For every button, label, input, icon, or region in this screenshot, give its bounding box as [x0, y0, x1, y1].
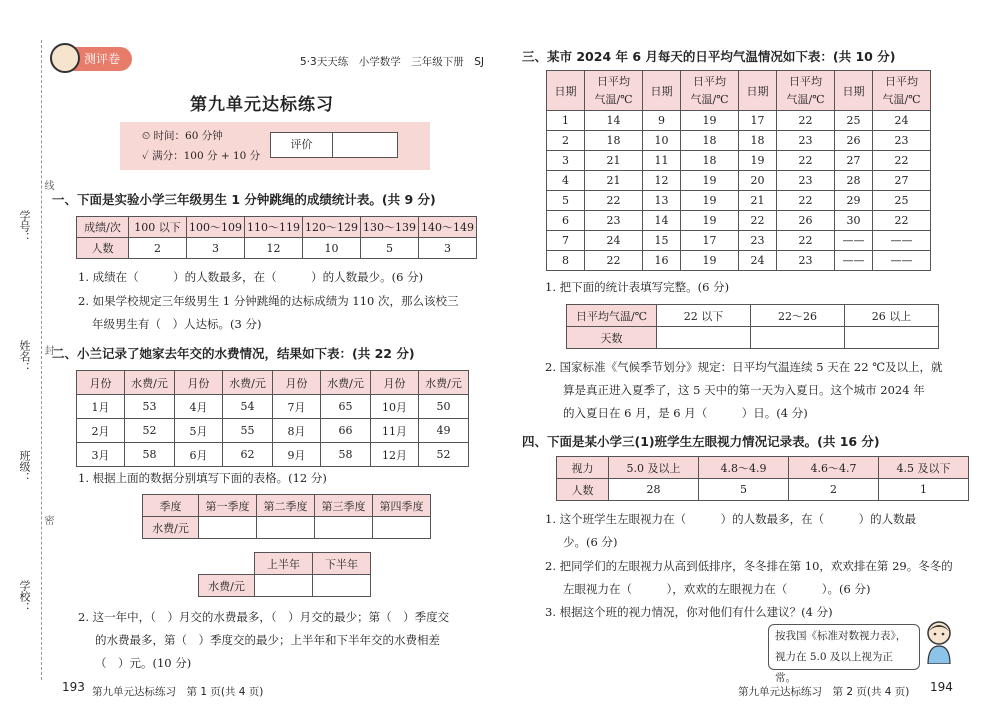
answer-cell[interactable] — [657, 327, 751, 349]
table-row — [77, 395, 469, 419]
table-cell: —— — [873, 231, 931, 251]
table-cell: 11月 — [371, 419, 419, 443]
table-cell: 14 — [643, 211, 681, 231]
table-cell: 21 — [585, 151, 643, 171]
table-cell: 26 以上 — [845, 305, 939, 327]
s1-question-1: 1. 成绩在（ ）的人数最多，在（ ）的人数最少。(6 分) — [78, 270, 424, 284]
table-cell: 23 — [777, 171, 835, 191]
answer-cell[interactable] — [751, 327, 845, 349]
score-info — [142, 148, 260, 163]
table-row — [547, 231, 931, 251]
table-cell: 8 — [547, 251, 585, 271]
table-cell: 5 — [699, 479, 789, 501]
table-row — [557, 479, 969, 501]
table-row — [547, 151, 931, 171]
table-cell: 27 — [835, 151, 873, 171]
mascot-icon — [50, 43, 80, 73]
table-row — [143, 517, 431, 539]
temp-header-line2: 气温/℃ — [786, 92, 825, 106]
table-cell: 2月 — [77, 419, 125, 443]
table-cell: 4月 — [175, 395, 223, 419]
table-cell: 4.5 及以下 — [879, 457, 969, 479]
student-id-label: 学号： — [18, 210, 31, 243]
table-cell: 2 — [129, 238, 187, 259]
table-cell: 22 — [777, 151, 835, 171]
page-number-right: 194 — [930, 680, 953, 694]
table-cell: 22 — [873, 211, 931, 231]
table-cell: 13 — [643, 191, 681, 211]
table-cell: 58 — [321, 443, 371, 467]
table-cell: 18 — [681, 151, 739, 171]
table-cell: 10 — [303, 238, 361, 259]
table-cell: 日期 — [643, 71, 681, 111]
table-cell: —— — [835, 251, 873, 271]
answer-cell[interactable] — [315, 517, 373, 539]
table-cell: 49 — [419, 419, 469, 443]
table-cell: 62 — [223, 443, 273, 467]
table-cell: 4 — [547, 171, 585, 191]
table-cell: 9月 — [273, 443, 321, 467]
table-cell: 21 — [585, 171, 643, 191]
s1-question-2a: 2. 如果学校规定三年级男生 1 分钟跳绳的达标成绩为 110 次，那么该校三 — [78, 294, 459, 308]
s2-question-2a: 2. 这一年中，（ ）月交的水费最多，（ ）月交的最少；第（ ）季度交 — [78, 610, 450, 624]
table-row — [77, 371, 469, 395]
table-cell: 55 — [223, 419, 273, 443]
table-cell: 7月 — [273, 395, 321, 419]
table-cell: 100～109 — [187, 217, 245, 238]
s4-question-1b: 少。(6 分) — [563, 535, 618, 549]
table-cell: 16 — [643, 251, 681, 271]
table-cell: 4.8～4.9 — [699, 457, 789, 479]
table-cell: 26 — [777, 211, 835, 231]
page-title: 第九单元达标练习 — [190, 95, 334, 115]
temp-header-line1: 日平均 — [597, 74, 630, 88]
section-4-title: 四、下面是某小学三(1)班学生左眼视力情况记录表。(共 16 分) — [522, 434, 880, 449]
table-cell: 19 — [681, 171, 739, 191]
table-cell: 5 — [547, 191, 585, 211]
table-cell: 季度 — [143, 495, 199, 517]
s4-question-3: 3. 根据这个班的视力情况，你对他们有什么建议？(4 分) — [545, 605, 833, 619]
table-cell: 3 — [187, 238, 245, 259]
temp-header-line1: 日平均 — [693, 74, 726, 88]
table-cell: 30 — [835, 211, 873, 231]
table-cell: 22 — [873, 151, 931, 171]
answer-cell[interactable] — [255, 575, 313, 597]
table-cell: 日平均气温/℃ — [567, 305, 657, 327]
table-cell: —— — [835, 231, 873, 251]
table-cell: 水费/元 — [419, 371, 469, 395]
table-cell: 22～26 — [751, 305, 845, 327]
table-cell: 17 — [681, 231, 739, 251]
table-cell: 5月 — [175, 419, 223, 443]
table-cell: 第四季度 — [373, 495, 431, 517]
table-cell: 18 — [739, 131, 777, 151]
page-number-left: 193 — [62, 680, 85, 694]
table-row — [77, 419, 469, 443]
table-row — [557, 457, 969, 479]
footer-right: 第九单元达标练习 第 2 页(共 4 页) — [738, 686, 910, 698]
table-cell: 月份 — [175, 371, 223, 395]
table-cell: 12 — [643, 171, 681, 191]
table-cell: 天数 — [567, 327, 657, 349]
temperature-days-table — [566, 304, 939, 349]
table-row — [547, 211, 931, 231]
vision-table — [556, 456, 969, 501]
quarter-fee-table — [142, 494, 431, 539]
time-text: 时间：60 分钟 — [153, 130, 223, 142]
table-cell: 2 — [789, 479, 879, 501]
school-label: 学校： — [18, 580, 31, 613]
table-cell: 50 — [419, 395, 469, 419]
table-cell: 52 — [125, 419, 175, 443]
table-cell: 22 — [777, 191, 835, 211]
table-cell: 17 — [739, 111, 777, 131]
table-cell: 日期 — [547, 71, 585, 111]
check-icon: ✓ — [142, 150, 153, 162]
table-cell: 2 — [547, 131, 585, 151]
table-cell: 1 — [547, 111, 585, 131]
table-cell: 5.0 及以上 — [609, 457, 699, 479]
table-cell: 24 — [873, 111, 931, 131]
table-cell: 1月 — [77, 395, 125, 419]
table-cell: 65 — [321, 395, 371, 419]
s4-question-2b: 左眼视力在（ ），欢欢的左眼视力在（ ）。(6 分) — [563, 582, 871, 596]
temp-header-line1: 日平均 — [789, 74, 822, 88]
table-cell: 12 — [245, 238, 303, 259]
table-row — [567, 327, 939, 349]
table-cell: 月份 — [273, 371, 321, 395]
table-cell: 下半年 — [313, 553, 371, 575]
table-cell: 水费/元 — [199, 575, 255, 597]
table-cell: 20 — [739, 171, 777, 191]
student-illustration-icon — [924, 620, 954, 664]
table-cell: 19 — [681, 111, 739, 131]
table-row — [199, 553, 371, 575]
answer-cell[interactable] — [199, 517, 257, 539]
table-cell: 22 以下 — [657, 305, 751, 327]
eval-label: 评价 — [271, 133, 333, 157]
evaluation-box — [270, 132, 398, 158]
s3-question-2b: 算是真正进入夏季了，这 5 天中的第一天为入夏日。这个城市 2024 年 — [563, 383, 925, 397]
s4-question-1a: 1. 这个班学生左眼视力在（ ）的人数最多，在（ ）的人数最 — [545, 512, 917, 526]
table-cell: 3 — [547, 151, 585, 171]
table-cell: 人数 — [557, 479, 609, 501]
table-row — [143, 495, 431, 517]
temperature-table — [546, 70, 931, 271]
table-row — [199, 575, 371, 597]
table-row — [77, 238, 477, 259]
section-2-title: 二、小兰记录了她家去年交的水费情况，结果如下表：(共 22 分) — [52, 346, 415, 361]
table-cell: 22 — [777, 111, 835, 131]
table-cell: 3月 — [77, 443, 125, 467]
table-cell: —— — [873, 251, 931, 271]
table-cell: 6月 — [175, 443, 223, 467]
binding-strip — [6, 150, 53, 670]
table-cell: 24 — [739, 251, 777, 271]
table-cell: 66 — [321, 419, 371, 443]
table-cell: 水费/元 — [321, 371, 371, 395]
table-cell: 水费/元 — [223, 371, 273, 395]
s3-question-1: 1. 把下面的统计表填写完整。(6 分) — [545, 280, 730, 294]
table-cell: 29 — [835, 191, 873, 211]
table-cell: 23 — [777, 251, 835, 271]
s1-question-2b: 年级男生有（ ）人达标。(3 分) — [92, 317, 262, 331]
table-row — [547, 191, 931, 211]
table-cell: 27 — [873, 171, 931, 191]
test-badge: 测评卷 — [50, 47, 132, 71]
table-cell: 22 — [739, 211, 777, 231]
table-cell: 130～139 — [361, 217, 419, 238]
table-cell: 26 — [835, 131, 873, 151]
table-cell: 15 — [643, 231, 681, 251]
binding-line — [41, 40, 42, 680]
table-cell: 23 — [585, 211, 643, 231]
temp-header-line1: 日平均 — [885, 74, 918, 88]
table-cell: 8月 — [273, 419, 321, 443]
table-cell: 53 — [125, 395, 175, 419]
table-cell: 18 — [681, 131, 739, 151]
table-cell: 140～149 — [419, 217, 477, 238]
cut-mark-xian: 线 — [42, 180, 53, 190]
table-cell: 日期 — [739, 71, 777, 111]
answer-cell[interactable] — [845, 327, 939, 349]
table-cell: 28 — [609, 479, 699, 501]
table-cell: 9 — [643, 111, 681, 131]
water-fee-table — [76, 370, 469, 467]
table-cell: 3 — [419, 238, 477, 259]
jump-rope-table — [76, 216, 477, 259]
table-cell: 月份 — [371, 371, 419, 395]
table-cell: 4.6～4.7 — [789, 457, 879, 479]
table-cell: 23 — [777, 131, 835, 151]
table-cell: 10 — [643, 131, 681, 151]
table-row — [77, 217, 477, 238]
answer-cell[interactable] — [373, 517, 431, 539]
table-cell: 25 — [835, 111, 873, 131]
table-cell: 水费/元 — [125, 371, 175, 395]
table-cell: 5 — [361, 238, 419, 259]
name-label: 姓名： — [18, 340, 31, 373]
footer-left: 第九单元达标练习 第 1 页(共 4 页) — [92, 686, 264, 698]
tip-line-1: 按我国《标准对数视力表》， — [775, 630, 907, 642]
table-row — [547, 131, 931, 151]
table-cell: 第三季度 — [315, 495, 373, 517]
table-cell: 19 — [681, 191, 739, 211]
table-cell: 24 — [585, 231, 643, 251]
tip-bubble — [768, 624, 920, 684]
s3-question-2c: 的入夏日在 6 月，是 6 月（ ）日。(4 分) — [563, 406, 808, 420]
temp-header-line2: 气温/℃ — [594, 92, 633, 106]
table-cell: 18 — [585, 131, 643, 151]
book-header: 5·3天天练 小学数学 三年级下册 SJ — [300, 56, 484, 68]
table-cell: 视力 — [557, 457, 609, 479]
table-cell: 120～129 — [303, 217, 361, 238]
answer-cell[interactable] — [313, 575, 371, 597]
table-cell — [681, 71, 739, 111]
clock-icon: ⏲ — [142, 130, 154, 142]
table-cell: 10月 — [371, 395, 419, 419]
half-year-fee-table — [198, 552, 371, 597]
table-cell — [777, 71, 835, 111]
section-3-title: 三、某市 2024 年 6 月每天的日平均气温情况如下表：(共 10 分) — [522, 49, 896, 64]
table-cell: 第二季度 — [257, 495, 315, 517]
table-cell: 28 — [835, 171, 873, 191]
table-cell: 54 — [223, 395, 273, 419]
table-cell: 100 以下 — [129, 217, 187, 238]
table-cell: 22 — [585, 251, 643, 271]
table-cell: 19 — [681, 251, 739, 271]
table-cell: 人数 — [77, 238, 129, 259]
table-row — [547, 251, 931, 271]
s2-question-2b: 的水费最多，第（ ）季度交的最少；上半年和下半年交的水费相差 — [95, 633, 440, 647]
table-cell: 21 — [739, 191, 777, 211]
table-cell: 第一季度 — [199, 495, 257, 517]
section-1-title: 一、下面是实验小学三年级男生 1 分钟跳绳的成绩统计表。(共 9 分) — [52, 192, 436, 207]
cut-mark-feng: 封 — [42, 345, 53, 355]
time-info — [142, 128, 223, 143]
table-cell: 1 — [879, 479, 969, 501]
s2-question-1: 1. 根据上面的数据分别填写下面的表格。(12 分) — [78, 471, 327, 485]
info-box — [120, 122, 430, 170]
table-row — [547, 171, 931, 191]
table-cell: 19 — [681, 211, 739, 231]
table-cell: 日期 — [835, 71, 873, 111]
s3-question-2a: 2. 国家标准《气候季节划分》规定：日平均气温连续 5 天在 22 ℃及以上，就 — [545, 360, 943, 374]
table-cell — [199, 553, 255, 575]
table-cell: 11 — [643, 151, 681, 171]
table-cell: 水费/元 — [143, 517, 199, 539]
table-cell: 月份 — [77, 371, 125, 395]
tip-line-2: 视力在 5.0 及以上视为正常。 — [775, 651, 893, 684]
cut-mark-mi: 密 — [42, 515, 53, 525]
table-row — [547, 111, 931, 131]
table-cell: 14 — [585, 111, 643, 131]
table-row — [567, 305, 939, 327]
table-cell: 成绩/次 — [77, 217, 129, 238]
temp-header-line2: 气温/℃ — [882, 92, 921, 106]
table-row — [77, 443, 469, 467]
table-cell: 12月 — [371, 443, 419, 467]
table-row — [547, 71, 931, 111]
score-text: 满分：100 分 + 10 分 — [152, 150, 261, 162]
table-cell: 7 — [547, 231, 585, 251]
table-cell: 58 — [125, 443, 175, 467]
s2-question-2c: （ ）元。(10 分) — [95, 656, 192, 670]
table-cell: 上半年 — [255, 553, 313, 575]
table-cell — [585, 71, 643, 111]
temp-header-line2: 气温/℃ — [690, 92, 729, 106]
class-label: 班级： — [18, 450, 31, 483]
answer-cell[interactable] — [257, 517, 315, 539]
table-cell: 52 — [419, 443, 469, 467]
table-cell: 22 — [777, 231, 835, 251]
table-cell: 23 — [873, 131, 931, 151]
table-cell: 19 — [739, 151, 777, 171]
s4-question-2a: 2. 把同学们的左眼视力从高到低排序，冬冬排在第 10，欢欢排在第 29。冬冬的 — [545, 559, 953, 573]
table-cell — [873, 71, 931, 111]
table-cell: 22 — [585, 191, 643, 211]
table-cell: 6 — [547, 211, 585, 231]
table-cell: 110～119 — [245, 217, 303, 238]
table-cell: 23 — [739, 231, 777, 251]
table-cell: 25 — [873, 191, 931, 211]
